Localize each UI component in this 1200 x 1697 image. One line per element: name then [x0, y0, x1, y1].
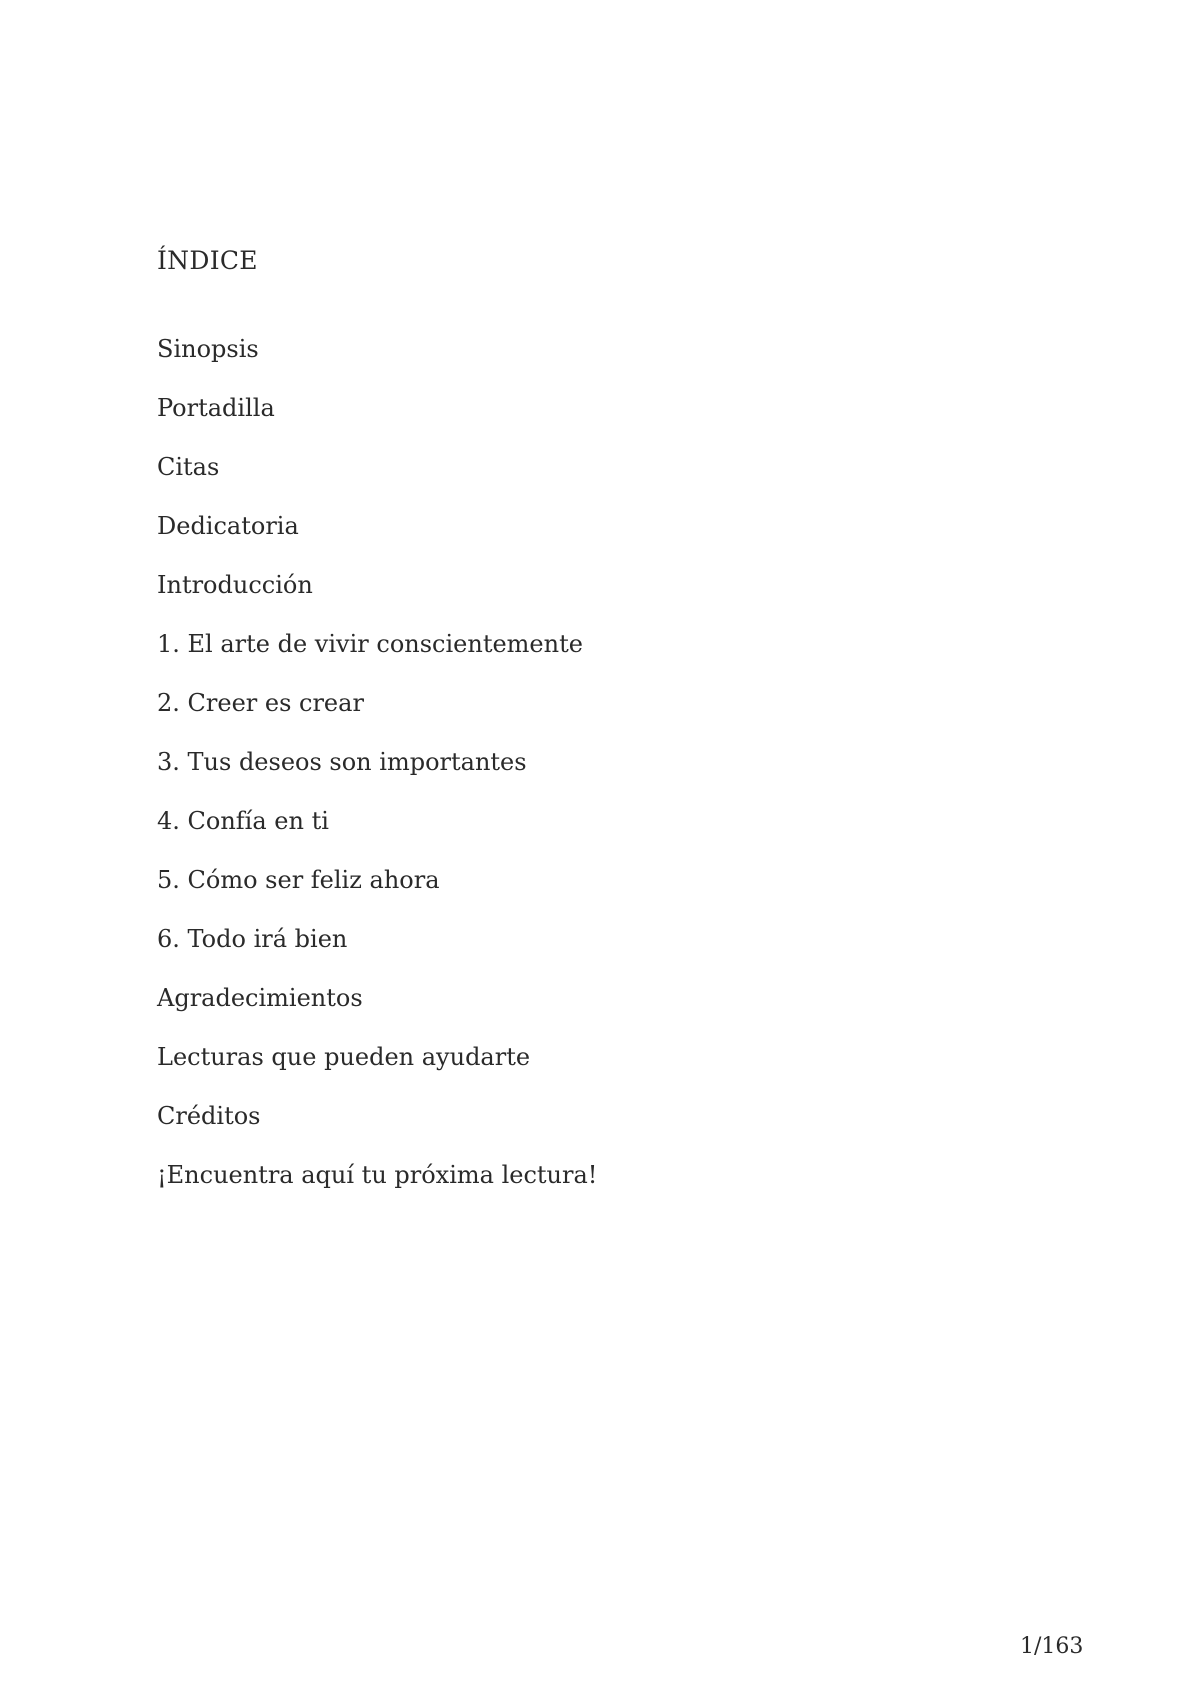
toc-item-portadilla[interactable]: Portadilla [157, 394, 275, 422]
toc-item-citas[interactable]: Citas [157, 453, 220, 481]
toc-item-chapter-2[interactable]: 2. Creer es crear [157, 689, 364, 717]
toc-item-chapter-3[interactable]: 3. Tus deseos son importantes [157, 748, 527, 776]
toc-item-proxima-lectura[interactable]: ¡Encuentra aquí tu próxima lectura! [157, 1161, 598, 1189]
toc-item-creditos[interactable]: Créditos [157, 1102, 261, 1130]
toc-item-chapter-1[interactable]: 1. El arte de vivir conscientemente [157, 630, 583, 658]
toc-item-chapter-4[interactable]: 4. Confía en ti [157, 807, 329, 835]
page-number: 1/163 [1020, 1634, 1084, 1659]
toc-list [157, 333, 597, 1218]
toc-item-lecturas[interactable]: Lecturas que pueden ayudarte [157, 1043, 531, 1071]
toc-title: ÍNDICE [157, 246, 258, 275]
toc-item-chapter-5[interactable]: 5. Cómo ser feliz ahora [157, 866, 440, 894]
toc-item-chapter-6[interactable]: 6. Todo irá bien [157, 925, 348, 953]
toc-item-sinopsis[interactable]: Sinopsis [157, 335, 259, 363]
toc-item-dedicatoria[interactable]: Dedicatoria [157, 512, 299, 540]
toc-item-agradecimientos[interactable]: Agradecimientos [157, 984, 363, 1012]
toc-item-introduccion[interactable]: Introducción [157, 571, 313, 599]
